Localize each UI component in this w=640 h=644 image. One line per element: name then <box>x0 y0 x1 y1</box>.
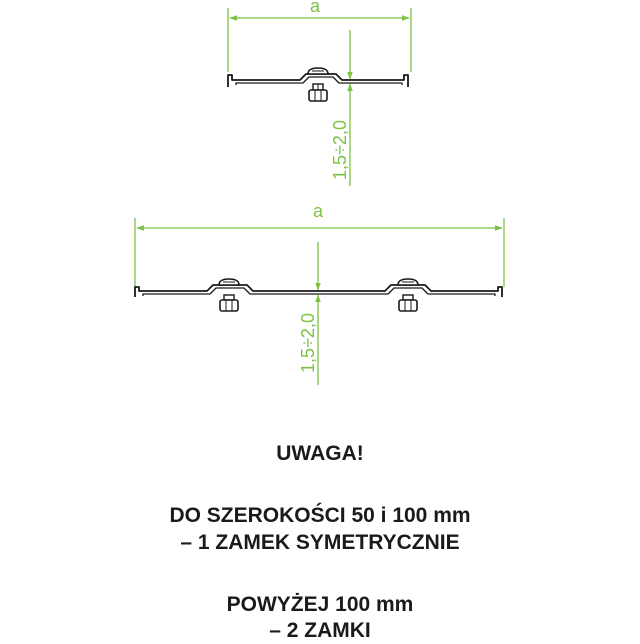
top-diagram <box>228 0 411 186</box>
note-rule2-line1: POWYŻEJ 100 mm <box>226 593 414 616</box>
bottom-width-label: a <box>312 201 324 221</box>
note-rule1-line2: – 1 ZAMEK SYMETRYCZNIE <box>180 531 460 554</box>
bottom-gap-label: 1,5÷2,0 <box>298 313 318 373</box>
top-width-label: a <box>309 0 321 16</box>
bottom-tray-inner-lip <box>143 288 495 296</box>
top-lock-bolt <box>308 68 328 101</box>
note-heading: UWAGA! <box>276 442 364 465</box>
top-gap-label: 1,5÷2,0 <box>330 120 350 180</box>
bottom-lock-bolt-right <box>398 279 418 311</box>
note-rule2-line2: – 2 ZAMKI <box>269 619 371 642</box>
bottom-diagram <box>135 201 504 385</box>
bottom-lock-bolt-left <box>219 279 239 311</box>
note-rule1-line1: DO SZEROKOŚCI 50 i 100 mm <box>169 504 471 527</box>
